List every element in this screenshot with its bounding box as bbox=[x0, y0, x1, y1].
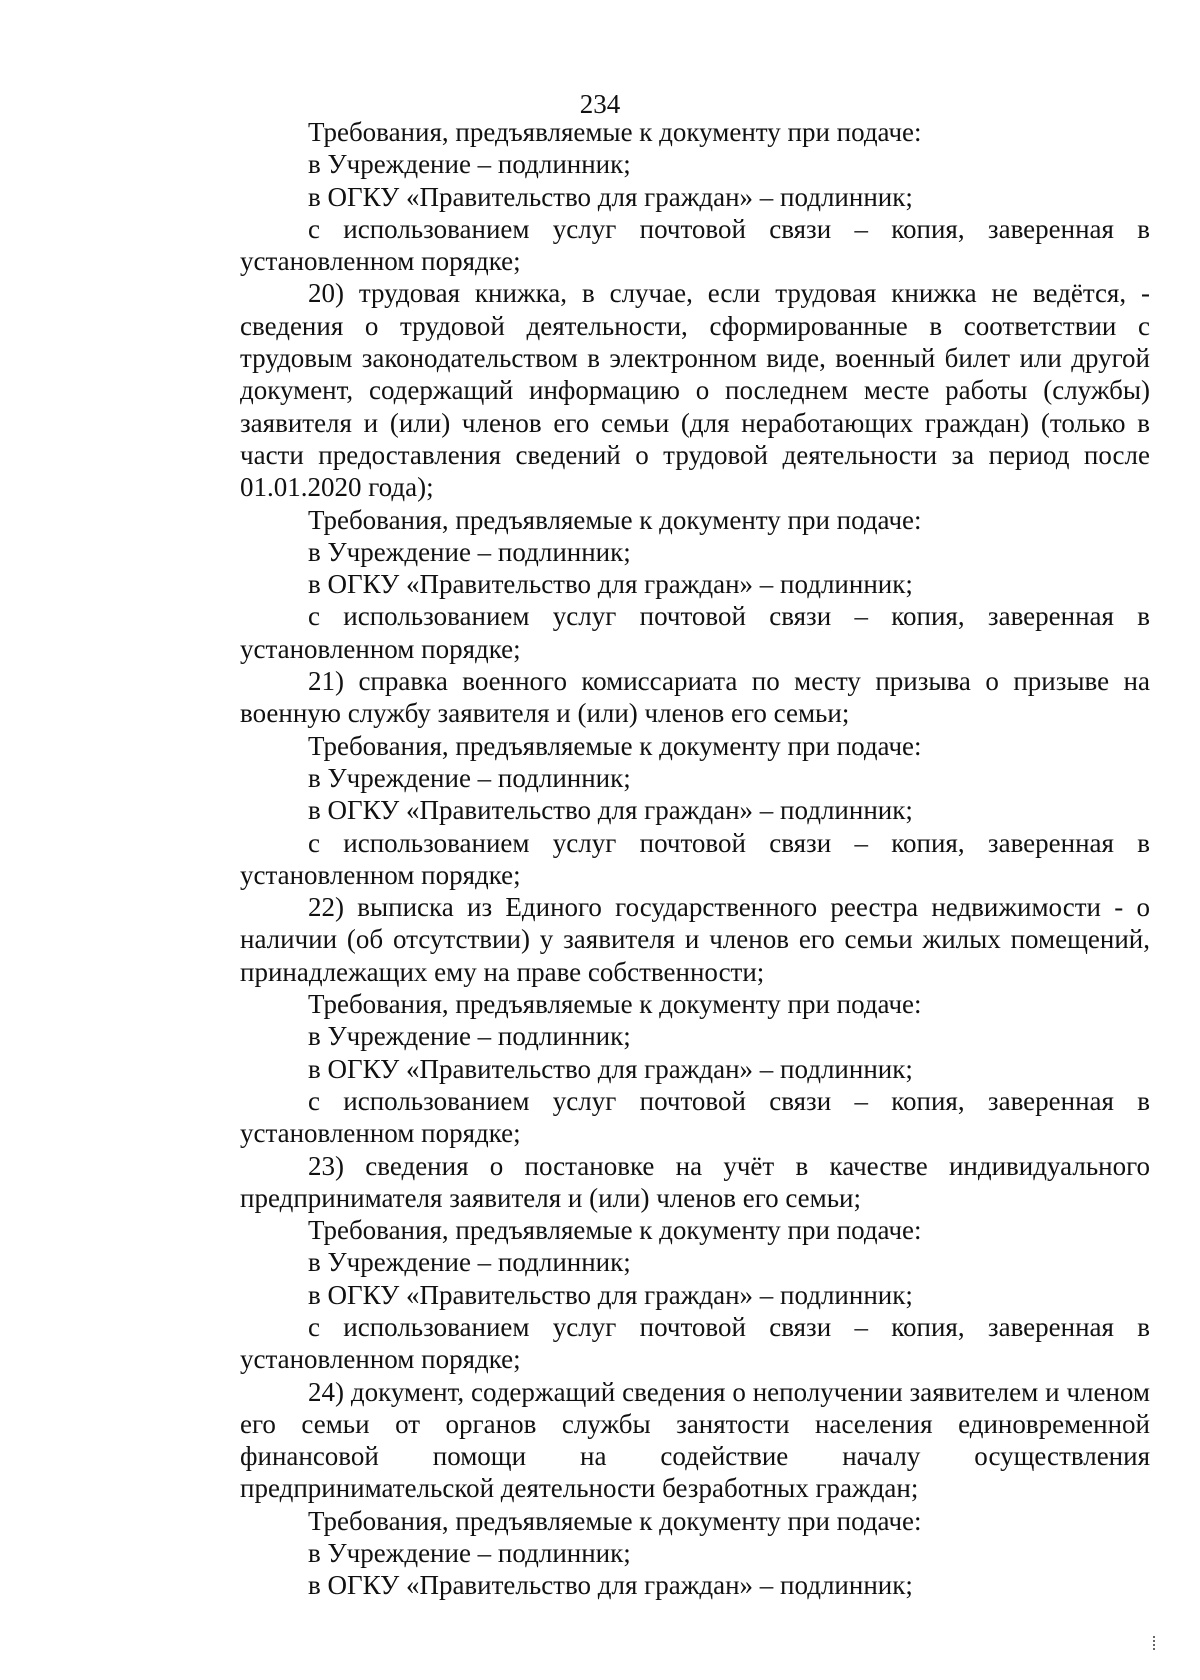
requirement-institution: в Учреждение – подлинник; bbox=[308, 149, 631, 180]
requirements-heading: Требования, предъявляемые к документу при подаче: bbox=[308, 117, 922, 147]
requirements-heading: Требования, предъявляемые к документу при подаче: bbox=[308, 504, 922, 535]
requirements-heading: Требования, предъявляемые к документу при подаче: bbox=[308, 1215, 922, 1246]
requirement-ogku: в ОГКУ «Правительство для граждан» – подлинник; bbox=[308, 181, 913, 212]
requirement-institution: в Учреждение – подлинник; bbox=[308, 536, 631, 567]
requirement-institution: в Учреждение – подлинник; bbox=[308, 1247, 631, 1278]
item-21: 21) справка военного комиссариата по месту призыва о призыве на военную службу заявителя и (или) членов его семьи; bbox=[240, 666, 1150, 729]
requirement-ogku: в ОГКУ «Правительство для граждан» – подлинник; bbox=[308, 795, 913, 826]
item-22: 22) выписка из Единого государственного реестра недвижимости - о наличии (об отсутствии) у заявителя и членов его семьи жилых помещений, принадлежащих ему на праве собственности; bbox=[240, 892, 1150, 987]
requirement-ogku: в ОГКУ «Правительство для граждан» – подлинник; bbox=[308, 1279, 913, 1310]
requirement-postal: с использованием услуг почтовой связи – копия, заверенная в установленном порядке; bbox=[240, 1085, 1150, 1149]
requirement-institution: в Учреждение – подлинник; bbox=[308, 1021, 631, 1052]
requirement-ogku: в ОГКУ «Правительство для граждан» – подлинник; bbox=[308, 1053, 913, 1084]
requirement-postal: с использованием услуг почтовой связи – копия, заверенная в установленном порядке; bbox=[240, 1311, 1150, 1375]
item-24: 24) документ, содержащий сведения о неполучении заявителем и членом его семьи от органов службы занятости населения единовременной финансовой помощи на содействие началу осуществления предпринимательской деятельности безработных граждан; bbox=[240, 1376, 1150, 1504]
scan-artifact-mark bbox=[1153, 1636, 1158, 1650]
document-body bbox=[240, 116, 1150, 1602]
requirement-ogku: в ОГКУ «Правительство для граждан» – подлинник; bbox=[308, 569, 913, 600]
requirement-postal: с использованием услуг почтовой связи – копия, заверенная в установленном порядке; bbox=[240, 601, 1150, 664]
requirement-postal: с использованием услуг почтовой связи – копия, заверенная в установленном порядке; bbox=[240, 213, 1150, 277]
item-23: 23) сведения о постановке на учёт в качестве индивидуального предпринимателя заявителя и (или) членов его семьи; bbox=[240, 1150, 1150, 1213]
requirements-heading: Требования, предъявляемые к документу при подаче: bbox=[308, 1505, 922, 1536]
item-20: 20) трудовая книжка, в случае, если трудовая книжка не ведётся, - сведения о трудовой деятельности, сформированные в соответствии с трудовым законодательством в электронном виде, военный билет или другой документ, содержащий информацию о последнем месте работы (службы) заявителя и (или) членов его семьи (для неработающих граждан) (только в части предоставления сведений о трудовой деятельности за период после 01.01.2020 года); bbox=[240, 278, 1150, 503]
page-number: 234 bbox=[579, 89, 621, 119]
requirement-institution: в Учреждение – подлинник; bbox=[308, 1538, 631, 1569]
requirement-institution: в Учреждение – подлинник; bbox=[308, 762, 631, 793]
requirement-ogku: в ОГКУ «Правительство для граждан» – подлинник; bbox=[308, 1570, 913, 1601]
requirement-postal: с использованием услуг почтовой связи – копия, заверенная в установленном порядке; bbox=[240, 827, 1150, 890]
requirements-heading: Требования, предъявляемые к документу при подаче: bbox=[308, 730, 922, 761]
requirements-heading: Требования, предъявляемые к документу при подаче: bbox=[308, 989, 922, 1020]
